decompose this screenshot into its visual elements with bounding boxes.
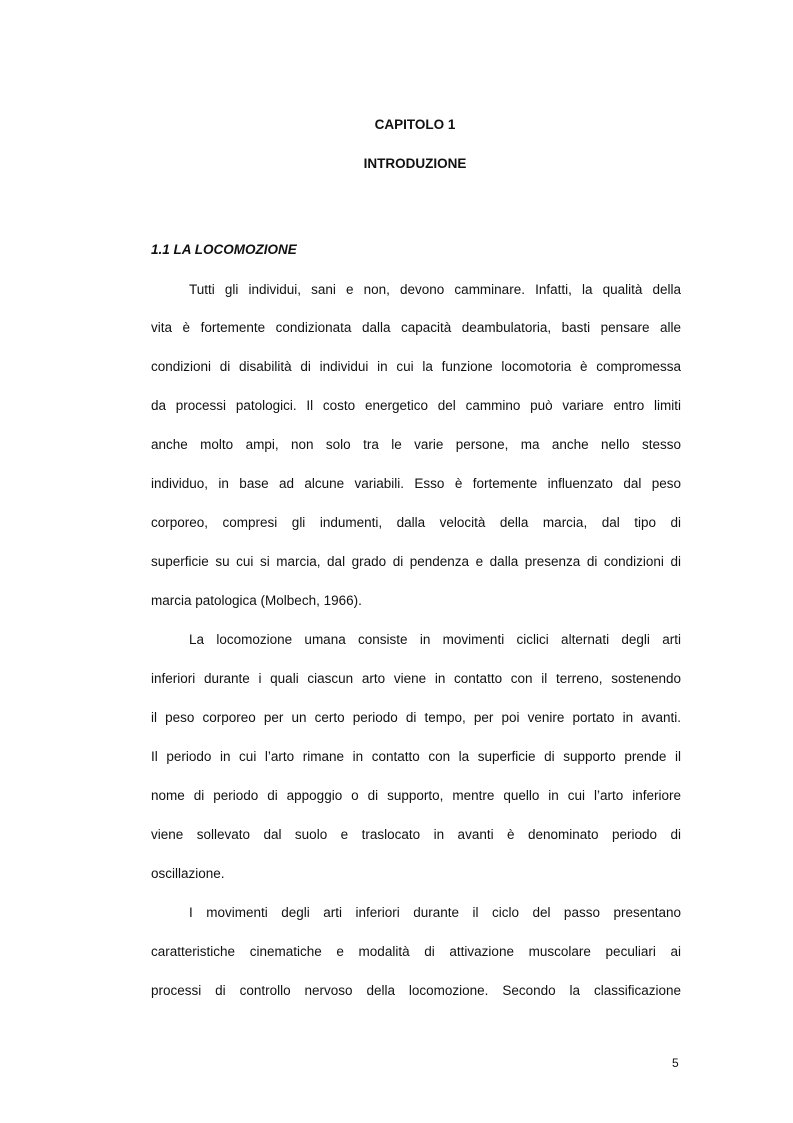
text-line: La locomozione umana consiste in movimenti ciclici alternati degli arti — [189, 632, 681, 647]
text-line: caratteristiche cinematiche e modalità di attivazione muscolare peculiari ai — [151, 944, 681, 959]
section-title: 1.1 LA LOCOMOZIONE — [151, 242, 297, 257]
text-line: Il periodo in cui l’arto rimane in contatto con la superficie di supporto prende il — [151, 749, 681, 764]
text-line: superficie su cui si marcia, dal grado di pendenza e dalla presenza di condizioni di — [151, 554, 681, 569]
chapter-title: CAPITOLO 1 — [374, 117, 456, 132]
text-line: oscillazione. — [151, 866, 225, 881]
chapter-heading: INTRODUZIONE — [363, 156, 467, 171]
text-line: individuo, in base ad alcune variabili. Esso è fortemente influenzato dal peso — [151, 476, 681, 491]
text-line: da processi patologici. Il costo energetico del cammino può variare entro limiti — [151, 398, 681, 413]
text-line: Tutti gli individui, sani e non, devono camminare. Infatti, la qualità della — [189, 282, 681, 297]
text-line: il peso corporeo per un certo periodo di tempo, per poi venire portato in avanti. — [151, 710, 681, 725]
text-line: processi di controllo nervoso della locomozione. Secondo la classificazione — [151, 983, 681, 998]
text-line: corporeo, compresi gli indumenti, dalla velocità della marcia, dal tipo di — [151, 515, 681, 530]
text-line: I movimenti degli arti inferiori durante il ciclo del passo presentano — [189, 905, 681, 920]
text-line: anche molto ampi, non solo tra le varie persone, ma anche nello stesso — [151, 437, 681, 452]
text-line: vita è fortemente condizionata dalla capacità deambulatoria, basti pensare alle — [151, 320, 681, 335]
page-number: 5 — [672, 1056, 679, 1070]
text-line: nome di periodo di appoggio o di supporto, mentre quello in cui l’arto inferiore — [151, 788, 681, 803]
text-line: inferiori durante i quali ciascun arto viene in contatto con il terreno, sostenendo — [151, 671, 681, 686]
text-line: marcia patologica (Molbech, 1966). — [151, 593, 362, 608]
text-line: viene sollevato dal suolo e traslocato in avanti è denominato periodo di — [151, 827, 681, 842]
text-line: condizioni di disabilità di individui in cui la funzione locomotoria è compromessa — [151, 359, 681, 374]
